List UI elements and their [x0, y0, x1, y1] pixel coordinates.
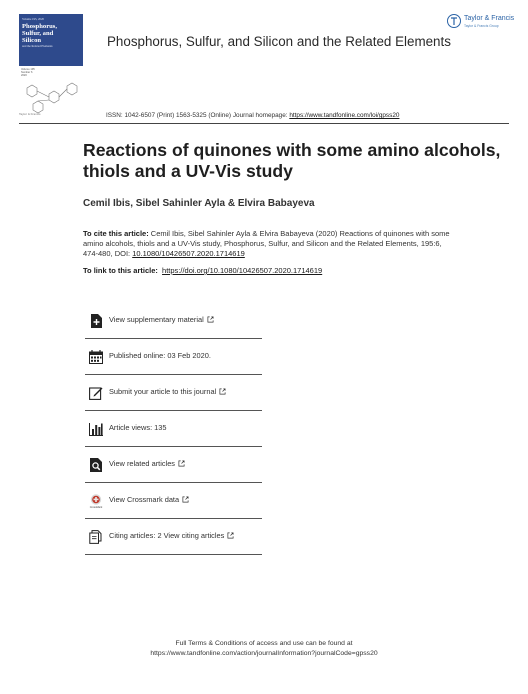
bar-chart-icon: [89, 422, 103, 436]
supplementary-material-item[interactable]: [85, 303, 262, 339]
footer-terms-link[interactable]: https://www.tandfonline.com/action/journalInformation?journalCode=gpss20: [150, 650, 378, 657]
article-doi-link[interactable]: https://doi.org/10.1080/10426507.2020.1714619: [162, 266, 323, 275]
article-authors: Cemil Ibis, Sibel Sahinler Ayla & Elvira Babayeva: [83, 198, 315, 209]
published-online-label: Published online: 03 Feb 2020.: [109, 351, 211, 360]
footer-terms: Full Terms & Conditions of access and use can be found at: [175, 640, 353, 647]
journal-cover: [19, 14, 83, 118]
citation-label: To cite this article:: [83, 229, 149, 238]
external-link-icon: [219, 388, 226, 395]
svg-text:CrossMark: CrossMark: [89, 505, 103, 508]
citation-text: Cemil Ibis, Sibel Sahinler Ayla & Elvira Babayeva (2020) Reactions of quinones with some amino alcohols, thiols and a UV-Vis study, Phosphorus, Sulfur, and Silicon and the Related Elements, 195:6, 474-480, DOI:: [83, 229, 450, 258]
cover-volume-note: Volume 195, 2020: [22, 17, 45, 21]
edit-icon: [89, 386, 103, 400]
publisher-small-logo: Taylor & Francis: [19, 112, 41, 116]
issn-text: ISSN: 1042-6507 (Print) 1563-5325 (Online) Journal homepage:: [106, 112, 290, 119]
citing-articles-item[interactable]: [85, 519, 262, 555]
issn-line: [106, 112, 399, 119]
journal-homepage-link[interactable]: https://www.tandfonline.com/loi/gpss20: [289, 112, 400, 119]
citation-doi-link[interactable]: 10.1080/10426507.2020.1714619: [132, 249, 245, 258]
journal-title: Phosphorus, Sulfur, and Silicon and the Related Elements: [107, 34, 451, 49]
crossmark-icon: [89, 494, 103, 508]
header-divider: [19, 123, 509, 124]
external-link-icon: [227, 532, 234, 539]
calendar-icon: [89, 350, 103, 364]
citation-block: [83, 229, 455, 259]
article-views-label: Article views: 135: [109, 423, 167, 432]
related-articles-item[interactable]: [85, 447, 262, 483]
crossmark-item[interactable]: [85, 483, 262, 519]
cover-artwork: Volume 195 Number 6 2020: [19, 66, 83, 118]
publisher-tagline: Taylor & Francis Group: [464, 24, 499, 28]
supplementary-material-label: View supplementary material: [109, 315, 204, 324]
publisher-name: Taylor & Francis: [464, 15, 515, 22]
citing-articles-label: Citing articles: 2 View citing articles: [109, 531, 225, 540]
submit-article-label: Submit your article to this journal: [109, 387, 217, 396]
article-views-item: [85, 411, 262, 447]
cover-subtitle: and the Related Elements: [22, 44, 53, 48]
external-link-icon: [207, 316, 214, 323]
article-title: Reactions of quinones with some amino alcohols, thiols and a UV-Vis study: [83, 140, 501, 181]
submit-article-item[interactable]: [85, 375, 262, 411]
related-articles-label: View related articles: [109, 459, 175, 468]
crossmark-label: View Crossmark data: [109, 495, 180, 504]
external-link-icon: [178, 460, 185, 467]
external-link-icon: [182, 496, 189, 503]
citing-articles-icon: [89, 530, 103, 544]
published-online-item: [85, 339, 262, 375]
article-link-line: [83, 266, 322, 275]
search-document-icon: [89, 458, 103, 472]
cover-banner: [19, 14, 83, 66]
plus-document-icon: [89, 314, 103, 328]
link-label: To link to this article:: [83, 266, 158, 275]
cover-title: Phosphorus, Sulfur, and Silicon: [22, 23, 57, 44]
